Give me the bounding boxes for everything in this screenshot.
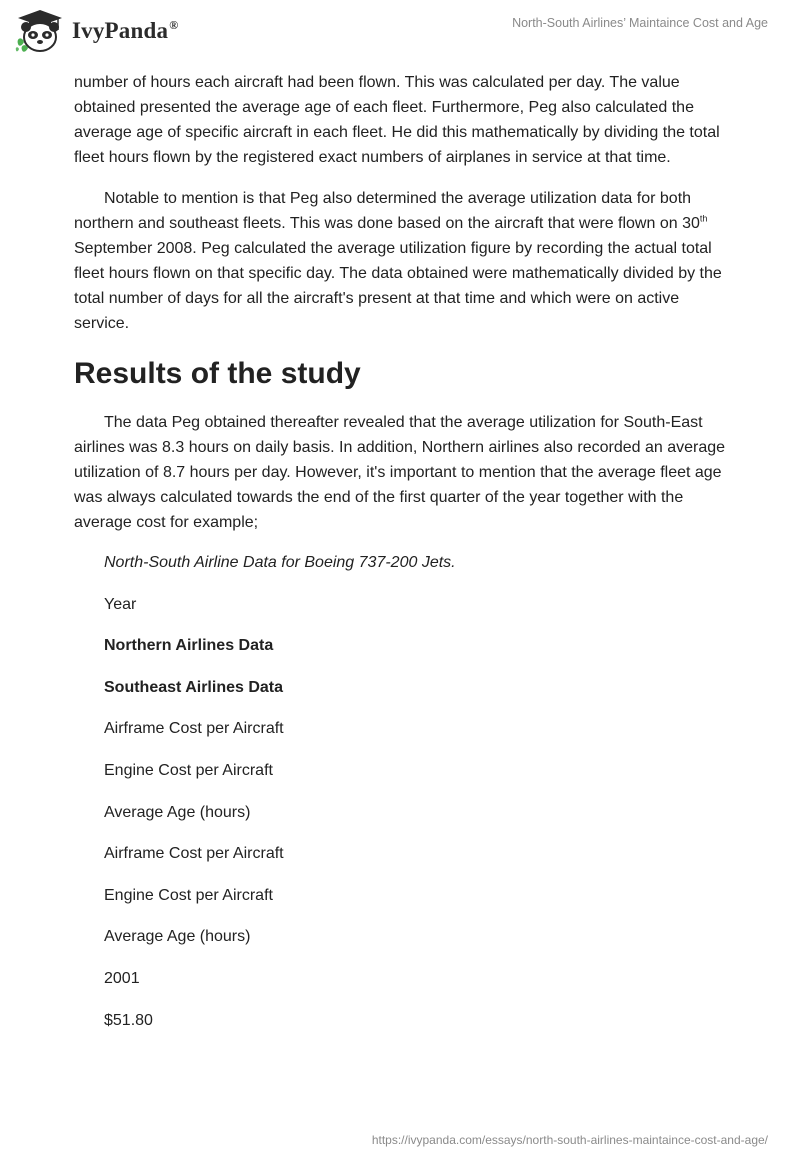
page-header <box>0 0 800 66</box>
table-header-southeast-age: Average Age (hours) <box>104 928 251 946</box>
paragraph-2: Notable to mention is that Peg also determined the average utilization data for both northern and southeast fleets. This was done based on the aircraft that were flown on 30th September 2008. Peg calculated the average utilization figure by recording the actual total fleet hours flown on that specific day. The data obtained were mathematically divided by the total number of days for all the aircraft's present at that time and which were on active service. <box>74 190 722 332</box>
table-cell-year: 2001 <box>104 969 140 987</box>
panda-graduate-icon <box>14 8 66 54</box>
table-group-northern: Northern Airlines Data <box>104 637 274 655</box>
table-group-southeast: Southeast Airlines Data <box>104 678 284 696</box>
essay-content <box>74 70 726 1050</box>
table-header-southeast-engine: Engine Cost per Aircraft <box>104 886 273 904</box>
footer-url-link[interactable]: https://ivypanda.com/essays/north-south-airlines-maintaince-cost-and-age/ <box>371 1133 768 1147</box>
table-header-southeast-airframe: Airframe Cost per Aircraft <box>104 845 284 863</box>
table-caption: North-South Airline Data for Boeing 737-200 Jets. <box>104 554 456 571</box>
document-title: North-South Airlines’ Maintaince Cost and Age <box>512 16 768 30</box>
table-header-year: Year <box>104 595 137 613</box>
table-header-northern-age: Average Age (hours) <box>104 803 251 821</box>
table-header-northern-airframe: Airframe Cost per Aircraft <box>104 720 284 738</box>
section-heading: Results of the study <box>74 357 361 390</box>
paragraph-3: The data Peg obtained thereafter revealed that the average utilization for South-East airlines was 8.3 hours on daily basis. In addition, Northern airlines also recorded an average utilization of 8.7 hours per day. However, it's important to mention that the average fleet age was always calculated towards the end of the first quarter of the year together with the average cost for example; <box>74 414 726 531</box>
table-cell-value: $51.80 <box>104 1011 153 1029</box>
table-header-northern-engine: Engine Cost per Aircraft <box>104 761 273 779</box>
brand-name: IvyPanda® <box>72 18 179 43</box>
paragraph-1: number of hours each aircraft had been flown. This was calculated per day. The value obtained presented the average age of each fleet. Furthermore, Peg also calculated the average age of specific aircraft in each fleet. He did this mathematically by dividing the total fleet hours flown by the registered exact numbers of airplanes in service at that time. <box>74 74 720 166</box>
ivypanda-logo[interactable] <box>14 8 178 54</box>
